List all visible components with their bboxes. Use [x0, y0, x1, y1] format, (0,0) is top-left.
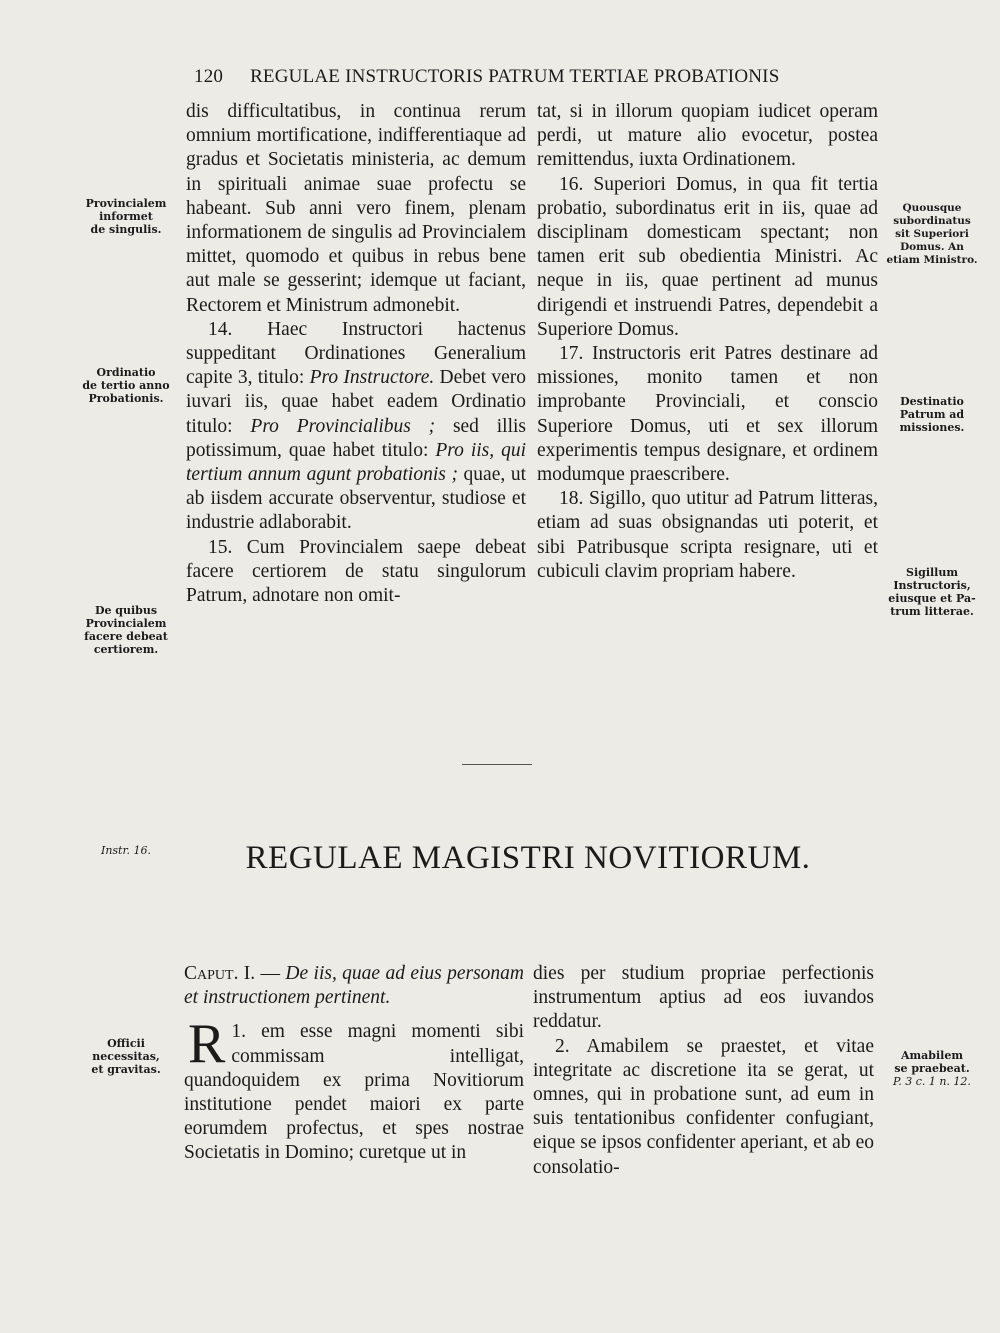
section-divider	[462, 764, 532, 765]
paragraph-18: 18. Sigillo, quo utitur ad Patrum litteras, etiam ad suas obsignandas uti poterit, et sibi Patribusque scripta resignare, uti et cubiculi clavim propriam habere.	[537, 488, 878, 582]
margin-note-left: Provincialem informet de singulis.	[85, 197, 167, 236]
margin-note-left: Ordinatio de tertio anno Probationis.	[82, 366, 170, 405]
margin-note-left: Instr. 16.	[100, 844, 152, 857]
running-title: REGULAE INSTRUCTORIS PATRUM TERTIAE PROBATIONIS	[250, 66, 780, 87]
paragraph-17: 17. Instructoris erit Patres destinare ad missiones, monito tamen et non improbante Provinciali, et conscio Superiore Domus, uti et sex illorum experimentis tempus designare, et ordinem modumque praescribere.	[537, 343, 878, 486]
section-title: REGULAE MAGISTRI NOVITIORUM.	[245, 840, 811, 876]
paragraph-14: 14. Haec Instructori hactenus suppeditant Ordinationes Generalium capite 3, titulo: Pro Instructore. Debet vero iuvari iis, quae habet eadem Ordinatio titulo: Pro Provincialibus ; sed illis potissimum, quae habet titulo: Pro iis, qui tertium annum agunt probationis ; quae, ut ab iisdem accurate observentur, studiose et industrie adlaborabit.	[186, 318, 527, 534]
margin-note-right: Destinatio Patrum ad missiones.	[899, 395, 965, 434]
paragraph-continuation: dis difficultatibus, in continua rerum omnium mortificatione, indifferentiaque ad gradus et Societatis ministeria, ac demum in spirituali animae suae profectu se habeant. Sub anni vero finem, plenam informationem de singulis ad Provincialem mittet, quomodo et quibus in rebus bene aut male se gesserint; idemque ut faciant, Rectorem et Ministrum admonebit.	[186, 101, 526, 316]
upper-right-column	[537, 100, 878, 584]
margin-note-right: Sigillum Instructoris, eiusque et Pa- trum litterae.	[888, 566, 976, 618]
paragraph-15: 15. Cum Provincialem saepe debeat facere certiorem de statu singulorum Patrum, adnotare non omit-	[186, 536, 526, 607]
upper-left-column	[186, 100, 526, 608]
paragraph-1-continuation: dies per studium propriae perfectionis instrumentum aptius ad eos iuvandos reddatur.	[533, 963, 874, 1033]
lower-right-column	[533, 962, 874, 1180]
margin-note-right: Quousque subordinatus sit Superiori Domus. An etiam Ministro.	[886, 202, 978, 266]
drop-cap: R	[188, 1013, 226, 1076]
paragraph-15-continuation: tat, si in illorum quopiam iudicet operam perdi, ut mature alio evocetur, postea remittendus, iuxta Ordinationem.	[537, 101, 878, 171]
chapter-heading: Caput. I. — De iis, quae ad eius personam et instructionem pertinent.	[184, 963, 525, 1009]
margin-note-left: De quibus Provincialem facere debeat certiorem.	[84, 604, 168, 656]
running-header	[194, 66, 814, 88]
paragraph-2: 2. Amabilem se praestet, et vitae integritate ac discretione ita se gerat, ut omnes, qui in probatione sunt, ad eum in suis tentationibus confidenter confugiant, eique se ipsos confidenter aperiant, et ab eo consolatio-	[533, 1035, 874, 1178]
margin-note-right: Amabilem se praebeat. P. 3 c. 1 n. 12.	[893, 1049, 971, 1088]
paragraph-1: 1. R em esse magni momenti sibi commissam intelligat, quandoquidem ex prima Novitiorum institutione pendet maiori ex parte eorumdem profectus, et spes nostrae Societatis in Domino; curetque ut in	[184, 1013, 524, 1164]
paragraph-16: 16. Superiori Domus, in qua fit tertia probatio, subordinatus erit in iis, quae ad disciplinam domesticam spectant; non tamen erit sub obedientia Ministri. Ac neque in iis, quae pertinent ad munus dirigendi et instruendi Patres, dependebit a Superiore Domus.	[537, 173, 878, 340]
margin-note-left: Officii necessitas, et gravitas.	[91, 1037, 161, 1076]
page-number: 120	[194, 66, 224, 87]
lower-left-column	[184, 962, 524, 1166]
